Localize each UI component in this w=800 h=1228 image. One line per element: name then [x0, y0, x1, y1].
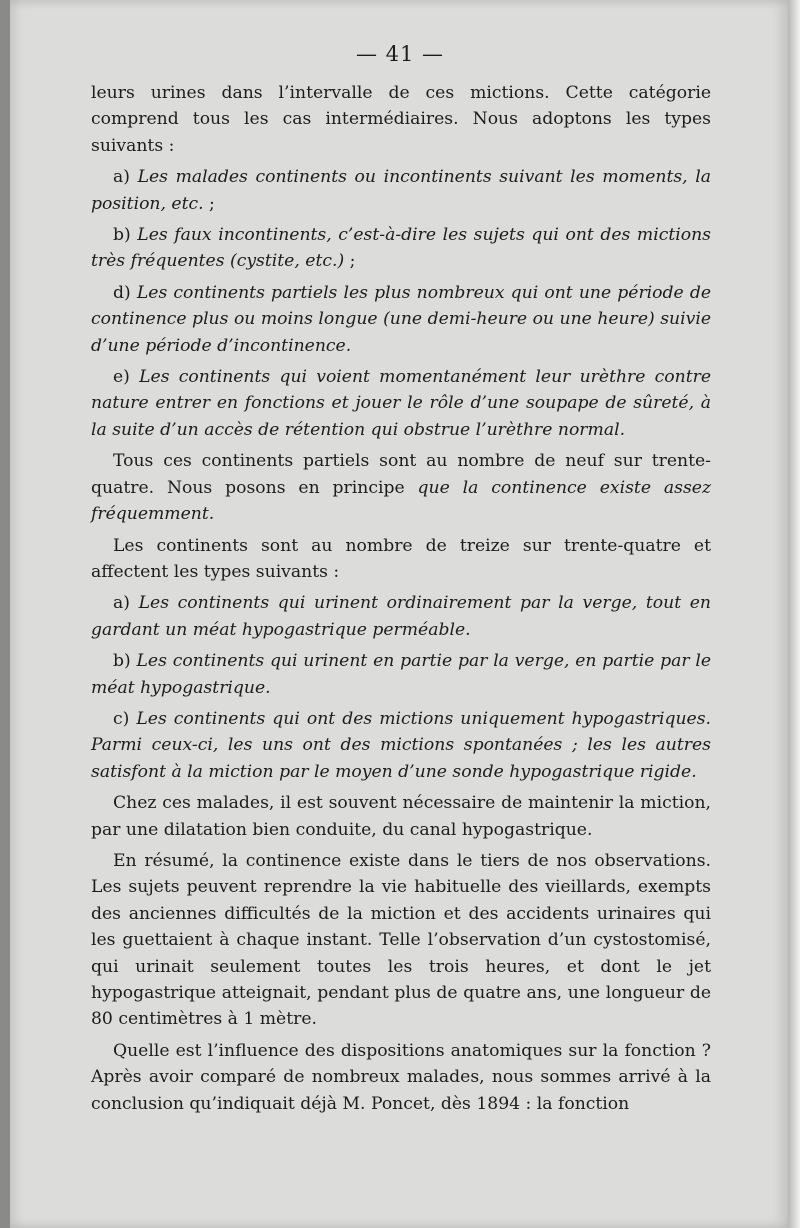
list-item-b: b) Les continents qui urinent en partie par la verge, en partie par le méat hypogastrique. — [91, 651, 711, 698]
paragraph: leurs urines dans l’intervalle de ces mictions. Cette catégorie comprend tous les cas intermédiaires. Nous adoptons les types suivants : — [91, 83, 711, 156]
paragraph: Les continents sont au nombre de treize sur trente-quatre et affectent les types suivants : — [91, 535, 711, 582]
body-text — [91, 80, 711, 1122]
page-edge — [788, 0, 800, 1228]
paragraph: Quelle est l’influence des dispositions anatomiques sur la fonction ? Après avoir comparé de nombreux malades, nous sommes arrivé à la conclusion qu’indiquait déjà M. Poncet, dès 1894 : la fonction — [91, 1040, 711, 1114]
list-item-e: e) Les continents qui voient momentanément leur urèthre contre nature entrer en fonctions et jouer le rôle d’une soupape de sûreté, à la suite d’un accès de rétention qui obstrue l’urèthre normal. — [91, 367, 711, 440]
page-number: — 41 — — [355, 42, 445, 66]
paragraph: En résumé, la continence existe dans le tiers de nos observations. Les sujets peuvent reprendre la vie habituelle des vieillards, exempts des anciennes difficultés de la miction et des accidents urinaires qui les guettaient à chaque instant. Telle l’observation d’un cystostomisé, qui urinait seulement toutes les trois heures, et dont le jet hypogastrique atteignait, pendant plus de quatre ans, une longueur de 80 centimètres à 1 mètre. — [91, 850, 711, 1030]
list-item-d: d) Les continents partiels les plus nombreux qui ont une période de continence plus ou moins longue (une demi-heure ou une heure) suivie d’une période d’incontinence. — [91, 282, 712, 356]
paragraph: Chez ces malades, il est souvent nécessaire de maintenir la miction, par une dilatation bien conduite, du canal hypogastrique. — [91, 793, 711, 840]
paragraph: Tous ces continents partiels sont au nombre de neuf sur trente-quatre. Nous posons en principe que la continence existe assez fréquemment. — [91, 451, 711, 525]
list-item-a: a) Les malades continents ou incontinents suivant les moments, la position, etc. ; — [91, 167, 711, 214]
list-item-a: a) Les continents qui urinent ordinairement par la verge, tout en gardant un méat hypogastrique perméable. — [91, 593, 711, 640]
list-item-b: b) Les faux incontinents, c’est-à-dire les sujets qui ont des mictions très fréquentes (cystite, etc.) ; — [91, 225, 711, 272]
list-item-c: c) Les continents qui ont des mictions uniquement hypogastriques. Parmi ceux-ci, les uns ont des mictions spontanées ; les les autres satisfont à la miction par le moyen d’une sonde hypogastrique rigide. — [91, 708, 711, 782]
